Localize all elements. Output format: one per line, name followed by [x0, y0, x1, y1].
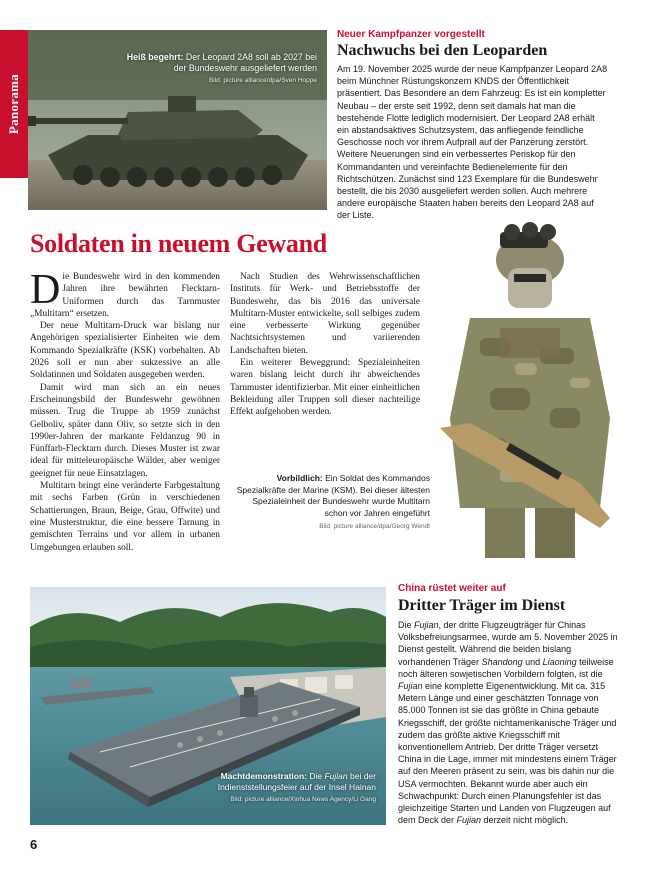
section-tab [0, 30, 28, 178]
carrier-caption-text-2: bei der Indienststellungsfeier auf der Insel Hainan [217, 771, 376, 792]
tank-photo-caption [117, 52, 317, 86]
uniform-column-2 [230, 271, 420, 419]
carrier-body-i2: Shandong [481, 656, 523, 667]
carrier-body-t6: derzeit nicht möglich. [481, 815, 569, 826]
soldier-photo [430, 218, 630, 558]
tank-photo [28, 30, 327, 210]
carrier-body-t2: , der dritte Flugzeugträger für Chinas Volksbefreiungsarmee, wurde am 5. November 2025 in Dienst gestellt. Während die beiden bislang vorhandenen Träger [398, 620, 618, 667]
tank-title: Nachwuchs bei den Leoparden [337, 42, 548, 59]
tank-body: Am 19. November 2025 wurde der neue Kampfpanzer Leopard 2A8 beim Münchner Rüstungskonzern KNDS der Öffentlichkeit präsentiert. Das Besondere an dem Fahrzeug: Es ist ein kompletter Neubau – der erste seit 1992, denn seit damals hat man die bestehende Flotte lediglich modernisiert. Der Leopard 2A8 erhält ein abstandsaktives Schutzsystem, das anfliegende feindliche Geschosse noch vor ihrem Aufprall auf der Panzerung zerstört. Weitere Neuerungen sind ein verbessertes Periskop für den Kommandanten und vereinfachte Bedienelemente für den Richtschützen. Zunächst sind 123 Exemplare für die Bundeswehr bestellt, die bis 2030 ausgeliefert werden sollen. Auch mehrere andere europäische Staaten haben bereits den Leopard 2A8 auf der Liste. [337, 64, 608, 221]
carrier-body-i1: Fujian [414, 620, 439, 630]
carrier-photo-caption [196, 771, 376, 805]
soldier-caption-text: Ein Soldat des Kommandos Spezialkräfte der Marine (KSM). Bei dieser ältesten Spezialeinheit der Bundeswehr wurde Multitarn schon vor Jahren eingeführt [236, 473, 430, 518]
carrier-caption-ship: Fujian [324, 771, 348, 781]
uniform-p1-text: ie Bundeswehr wird in den kommenden Jahren ihre bewährten Flecktarn-Uniformen durch das Tarnmuster „Multitarn“ ersetzen. [30, 272, 220, 319]
tank-photo-credit: Bild: picture alliance/dpa/Sven Hoppe [208, 77, 317, 84]
carrier-photo [30, 587, 386, 825]
carrier-caption-bold: Machtdemonstration: [220, 771, 307, 781]
carrier-kicker: China rüstet weiter auf [398, 583, 506, 594]
uniform-paragraph-6: Ein weiterer Beweggrund: Spezialeinheiten waren bislang leicht durch ihr abweichendes Tarnmuster identifizierbar. Mit einer einheitlichen Bekleidung aller Truppen soll dieser nachteilige Effekt aufgehoben werden. [230, 358, 420, 418]
carrier-body-i5: Fujian [456, 815, 482, 826]
carrier-title: Dritter Träger im Dienst [398, 597, 566, 614]
soldier-photo-credit: Bild: picture alliance/dpa/Georg Wendt [319, 523, 430, 530]
uniform-paragraph-1 [30, 267, 220, 320]
carrier-body-t5: eine komplette Eigenentwicklung. Mit ca. 315 Metern Länge und einer geschätzten Tonnage von 85.000 Tonnen ist sie das größte in China gebaute Kriegsschiff, der größte nichtamerikanische Träger und zudem das größte aktive Kriegsschiff mit konventionellem Antrieb. Der dritte Träger versetzt China in die Lage, immer mit mindestens einem Träger auf den Meeren präsent zu sein, was bis dahin nur die USA vermochten. Bekannt wurde aber auch ein Schwachpunkt: Durch einen Planungsfehler ist das gleichzeitige Starten und Landen von Flugzeugen auf dem Deck der [398, 681, 617, 826]
uniform-paragraph-5: Nach Studien des Wehrwissenschaftlichen Instituts für Werk- und Betriebsstoffe der Bundeswehr, das bis 2016 das universale Multitarn-Muster entwickelte, soll selbiges zudem eine verbesserte Wirkung gegenüber Nachtsichtsystemen und variierenden Landschaften bieten. [230, 272, 420, 356]
uniform-paragraph-2: Der neue Multitarn-Druck war bislang nur Angehörigen spezialisierter Einheiten wie dem Kommando Spezialkräfte (KSK) vorbehalten. Ab 2026 soll er nun aber sukzessive an alle Soldatinnen und Soldaten ausgegeben werden. [30, 321, 220, 381]
uniform-paragraph-4: Multitarn bringt eine veränderte Farbgestaltung mit sechs Farben (Grün in verschiedenen Schattierungen, Braun, Beige, Grau, Offwite) und eine Musterstruktur, die eine bessere Tarnung in gemischten Terrains und vor allem in urbanen Umgebungen erlauben soll. [30, 481, 220, 553]
soldier-photo-caption [230, 473, 430, 533]
tank-kicker: Neuer Kampfpanzer vorgestellt [337, 29, 485, 40]
section-tab-label: Panorama [6, 73, 21, 135]
carrier-photo-credit: Bild: picture alliance/Xinhua News Agency/Li Gang [230, 796, 376, 803]
carrier-body-i4: Fujian [398, 681, 423, 692]
carrier-body-t1: Die [398, 620, 415, 630]
dropcap: D [30, 267, 61, 313]
tank-caption-bold: Heiß begehrt: [126, 52, 184, 62]
uniform-paragraph-3: Damit wird man sich an ein neues Erscheinungsbild der Bundeswehr gewöhnen müssen. Trug die Truppe ab 1959 zunächst Gelboliv, später dann Oliv, so setzte sich in den 1990er-Jahren der markante Feldanzug 90 in Fünffarb-Flecktarn durch. Dieses Muster ist zwar ideal für mitteleuropäische Wälder, aber weniger geeignet für neue Einsatzlagen. [30, 382, 220, 479]
carrier-caption-text-1: Die [307, 771, 325, 781]
carrier-body-t3: und [522, 656, 543, 667]
uniform-title: Soldaten in neuem Gewand [30, 229, 327, 258]
carrier-body-t4: teilweise noch älteren sowjetischen Vorbildern folgten, ist die [398, 656, 614, 679]
tank-caption-text: Der Leopard 2A8 soll ab 2027 bei der Bundeswehr ausgeliefert werden [173, 52, 317, 73]
carrier-body [398, 619, 618, 826]
page-number: 6 [30, 837, 38, 852]
soldier-caption-bold: Vorbildlich: [276, 473, 323, 483]
uniform-column-1 [30, 267, 220, 554]
carrier-body-i3: Liaoning [542, 656, 577, 667]
